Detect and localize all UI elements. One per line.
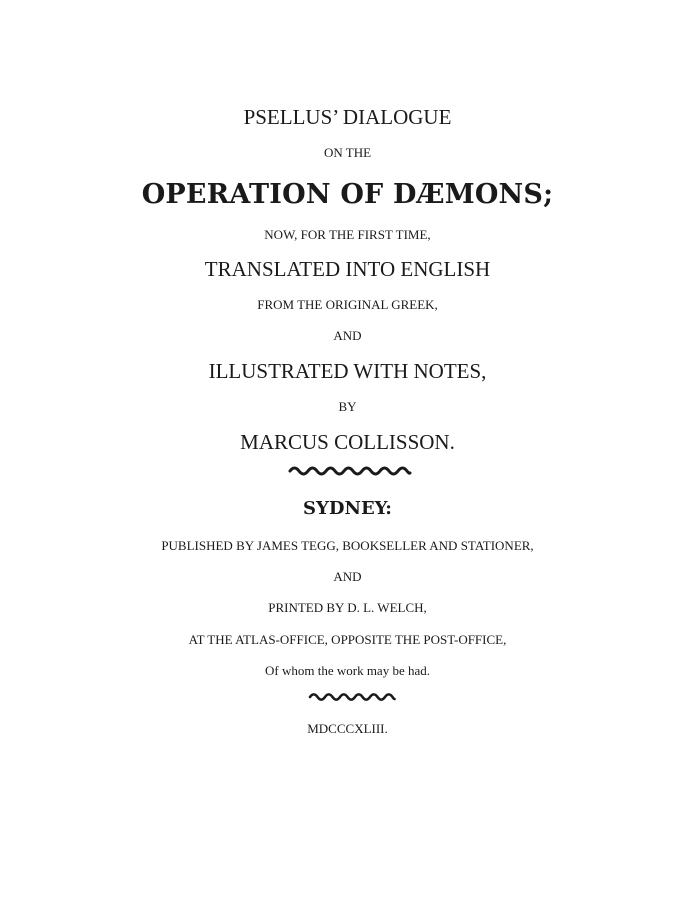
subtitle-illustrated: ILLUSTRATED WITH NOTES, xyxy=(208,359,487,383)
title-connector-on-the: ON THE xyxy=(323,145,372,160)
imprint-printer: PRINTED BY D. L. WELCH, xyxy=(268,600,427,615)
imprint-publisher: PUBLISHED BY JAMES TEGG, BOOKSELLER AND STATIONER, xyxy=(161,538,534,553)
subtitle-original-greek: FROM THE ORIGINAL GREEK, xyxy=(257,297,438,312)
imprint-city: SYDNEY: xyxy=(303,498,392,519)
subtitle-and: AND xyxy=(333,328,362,343)
imprint-availability: Of whom the work may be had. xyxy=(265,663,430,678)
imprint-office: AT THE ATLAS-OFFICE, OPPOSITE THE POST-OFFICE, xyxy=(188,632,507,647)
wavy-rule-ornament xyxy=(287,465,413,477)
book-title: PSELLUS’ DIALOGUE xyxy=(243,105,452,129)
author-name: MARCUS COLLISSON. xyxy=(240,430,455,454)
imprint-year: MDCCCXLIII. xyxy=(307,721,388,736)
subtitle-translated: TRANSLATED INTO ENGLISH xyxy=(204,257,491,281)
subtitle-first-time: NOW, FOR THE FIRST TIME, xyxy=(264,227,431,242)
wavy-rule-ornament-small xyxy=(307,692,397,702)
author-by: BY xyxy=(338,399,357,414)
imprint-and: AND xyxy=(333,569,362,584)
main-title: OPERATION OF DÆMONS; xyxy=(141,179,554,210)
